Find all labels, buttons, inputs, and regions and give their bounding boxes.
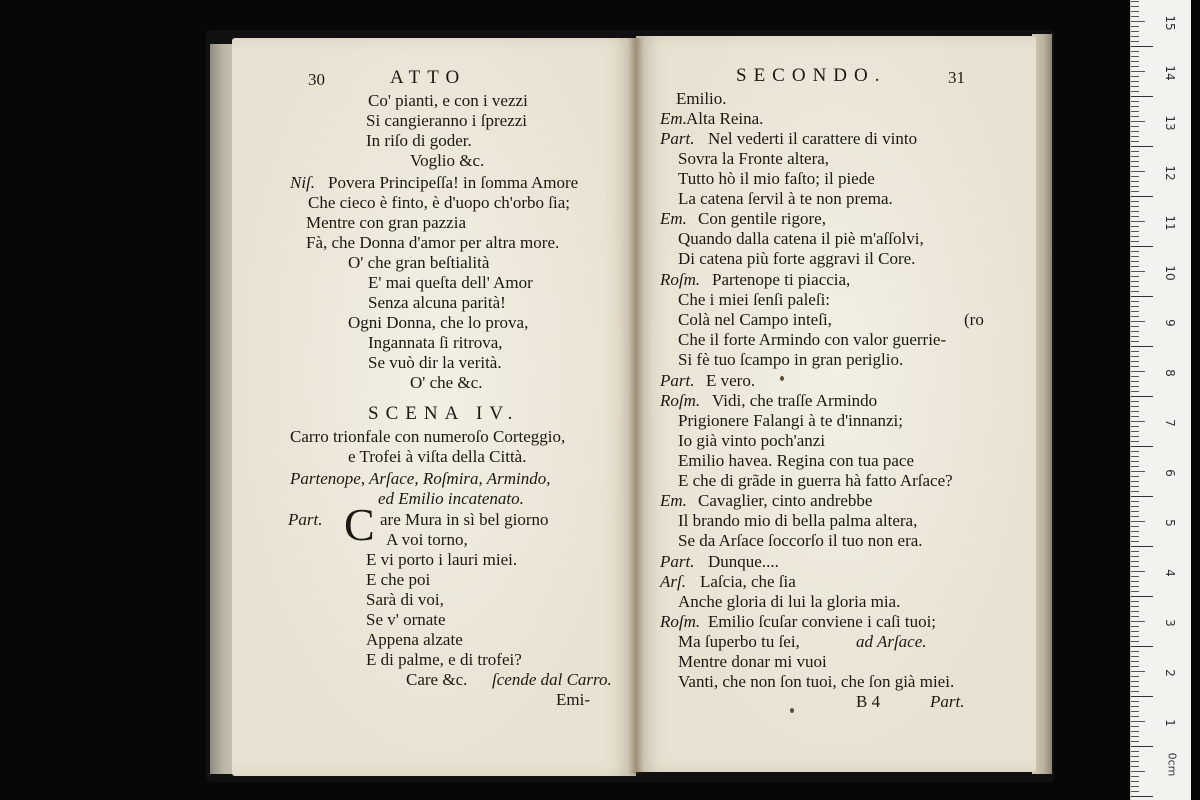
speaker-label: Arſ.	[660, 572, 686, 591]
speaker-label: Part.	[660, 552, 695, 571]
ruler-tick	[1131, 26, 1139, 27]
ruler-tick	[1131, 591, 1139, 592]
ruler-tick	[1131, 416, 1139, 417]
verse-line: Di catena più forte aggravi il Core.	[678, 249, 916, 268]
ruler-tick	[1131, 191, 1139, 192]
ruler-tick	[1131, 726, 1139, 727]
ruler-tick	[1131, 486, 1139, 487]
ruler-tick	[1131, 666, 1139, 667]
ruler-tick	[1131, 311, 1139, 312]
ruler-number: 13	[1163, 115, 1177, 131]
ruler-number: 10	[1163, 265, 1177, 281]
ruler-tick	[1131, 56, 1139, 57]
ruler-tick	[1131, 506, 1139, 507]
verse-line: Povera Principeſſa! in ſomma Amore	[328, 173, 579, 192]
signature-mark: B 4	[856, 692, 881, 711]
ruler-tick	[1131, 561, 1139, 562]
ruler-tick	[1131, 241, 1139, 242]
ruler-tick	[1131, 581, 1139, 582]
ruler-tick	[1131, 276, 1139, 277]
ruler-tick	[1131, 371, 1145, 372]
ruler-tick	[1131, 66, 1139, 67]
ruler-tick	[1131, 196, 1153, 197]
paper-spot	[790, 708, 794, 713]
speaker-label: Niſ.	[290, 173, 316, 192]
ruler-tick	[1131, 251, 1139, 252]
verse-line: Ingannata ſi ritrova,	[368, 333, 503, 352]
ruler-tick	[1131, 756, 1139, 757]
ruler-tick	[1131, 526, 1139, 527]
verse-line: In riſo di goder.	[366, 131, 472, 150]
ruler-number: 7	[1163, 419, 1177, 427]
ruler-tick	[1131, 86, 1139, 87]
ruler-tick	[1131, 636, 1139, 637]
ruler-tick	[1131, 616, 1139, 617]
character-list: Partenope, Arſace, Roſmira, Armindo,	[290, 469, 551, 488]
ruler-tick	[1131, 51, 1139, 52]
ruler-tick	[1131, 441, 1139, 442]
ruler-tick	[1131, 531, 1139, 532]
ruler-tick	[1131, 401, 1139, 402]
ruler-tick	[1131, 386, 1139, 387]
verse-line: Vanti, che non ſon tuoi, che ſon già miei.	[678, 672, 955, 691]
ruler-tick	[1131, 496, 1153, 497]
verse-line: Anche gloria di lui la gloria mia.	[678, 592, 901, 611]
drop-cap: C	[344, 499, 375, 550]
speaker-label: Roſm.	[660, 391, 701, 410]
verse-line: Con gentile rigore,	[698, 209, 826, 228]
ruler-tick	[1131, 696, 1153, 697]
verse-line: Che il forte Armindo con valor guerrie-	[678, 330, 947, 349]
book-gutter	[628, 38, 644, 774]
ruler-tick	[1131, 621, 1145, 622]
ruler-tick	[1131, 316, 1139, 317]
ruler-tick	[1131, 291, 1139, 292]
ruler-tick	[1131, 91, 1139, 92]
verse-line: Quando dalla catena il piè m'aſſolvi,	[678, 229, 924, 248]
ruler-tick	[1131, 31, 1139, 32]
ruler-number: 12	[1163, 165, 1177, 181]
verse-line: Partenope ti piaccia,	[712, 270, 851, 289]
ruler-tick	[1131, 256, 1139, 257]
verse-line: Il brando mio di bella palma altera,	[678, 511, 918, 530]
verse-line: Emilio.	[676, 89, 727, 108]
ruler-number: 11	[1163, 215, 1177, 231]
ruler-tick	[1131, 81, 1139, 82]
ruler-tick	[1131, 701, 1139, 702]
ruler-tick	[1131, 61, 1139, 62]
ruler-tick	[1131, 451, 1139, 452]
ruler-tick	[1131, 431, 1139, 432]
left-page-header: ATTO	[390, 67, 467, 88]
ruler-tick	[1131, 101, 1139, 102]
verse-line: Nel vederti il carattere di vinto	[708, 129, 918, 148]
speaker-label: Em.	[660, 209, 687, 228]
ruler-tick	[1131, 341, 1139, 342]
left-page-number: 30	[308, 70, 325, 89]
verse-line: Care &c.	[406, 670, 468, 689]
ruler-tick	[1131, 356, 1139, 357]
ruler-tick	[1131, 541, 1139, 542]
verse-line: Mentre donar mi vuoi	[678, 652, 827, 671]
ruler-tick	[1131, 381, 1139, 382]
ruler-tick	[1131, 611, 1139, 612]
ruler-number: 3	[1163, 619, 1177, 627]
ruler-tick	[1131, 366, 1139, 367]
ruler-tick	[1131, 551, 1139, 552]
ruler-tick	[1131, 716, 1139, 717]
ruler-tick	[1131, 631, 1139, 632]
verse-line: Vidi, che traſſe Armindo	[712, 391, 878, 410]
ruler-number: 15	[1163, 15, 1177, 31]
ruler-tick	[1131, 46, 1153, 47]
ruler-tick	[1131, 626, 1139, 627]
ruler-tick	[1131, 796, 1153, 797]
ruler-tick	[1131, 41, 1139, 42]
ruler-number: 9	[1163, 319, 1177, 327]
ruler-tick	[1131, 151, 1139, 152]
verse-line: Se da Arſace ſoccorſo il tuo non era.	[678, 531, 923, 550]
verse-line: O' che gran beſtialità	[348, 253, 490, 272]
ruler-tick	[1131, 266, 1139, 267]
ruler-tick	[1131, 731, 1139, 732]
ruler-tick	[1131, 476, 1139, 477]
ruler-tick	[1131, 21, 1145, 22]
verse-line: Prigionere Falangi à te d'innanzi;	[678, 411, 903, 430]
ruler-tick	[1131, 271, 1145, 272]
ruler-tick	[1131, 566, 1139, 567]
ruler-tick	[1131, 426, 1139, 427]
measurement-ruler	[1130, 0, 1191, 800]
verse-line: Laſcia, che ſia	[700, 572, 796, 591]
verse-line: Si fè tuo ſcampo in gran periglio.	[678, 350, 904, 369]
ruler-tick	[1131, 286, 1139, 287]
catchword: Part.	[930, 692, 965, 711]
ruler-tick	[1131, 661, 1139, 662]
ruler-tick	[1131, 361, 1139, 362]
ruler-tick	[1131, 781, 1139, 782]
ruler-tick	[1131, 226, 1139, 227]
verse-line: Se v' ornate	[366, 610, 446, 629]
ruler-tick	[1131, 646, 1153, 647]
verse-line: E' mai queſta dell' Amor	[368, 273, 533, 292]
verse-line: Appena alzate	[366, 630, 463, 649]
ruler-tick	[1131, 351, 1139, 352]
ruler-tick	[1131, 691, 1139, 692]
verse-line: Alta Reina.	[686, 109, 764, 128]
ruler-tick	[1131, 216, 1139, 217]
ruler-tick	[1131, 746, 1153, 747]
verse-line: E vi porto i lauri miei.	[366, 550, 518, 569]
ruler-tick	[1131, 776, 1139, 777]
ruler-tick	[1131, 656, 1139, 657]
ruler-number: 8	[1163, 369, 1177, 377]
ruler-tick	[1131, 391, 1139, 392]
ruler-tick	[1131, 136, 1139, 137]
verse-line: Si cangieranno i ſprezzi	[366, 111, 527, 130]
ruler-tick	[1131, 556, 1139, 557]
ruler-tick	[1131, 346, 1153, 347]
ruler-tick	[1131, 446, 1153, 447]
ruler-tick	[1131, 511, 1139, 512]
ruler-tick	[1131, 491, 1139, 492]
catchword: Emi-	[556, 690, 590, 709]
ruler-tick	[1131, 751, 1139, 752]
speaker-label: Roſm.	[660, 270, 701, 289]
ruler-tick	[1131, 326, 1139, 327]
ruler-tick	[1131, 706, 1139, 707]
paper-spot	[780, 376, 784, 381]
ruler-tick	[1131, 121, 1145, 122]
ruler-tick	[1131, 471, 1145, 472]
ruler-tick	[1131, 16, 1139, 17]
verse-line: A voi torno,	[386, 530, 468, 549]
ruler-tick	[1131, 126, 1139, 127]
verse-line: Se vuò dir la verità.	[368, 353, 502, 372]
verse-line: Sovra la Fronte altera,	[678, 149, 830, 168]
ruler-tick	[1131, 186, 1139, 187]
ruler-tick	[1131, 676, 1139, 677]
ruler-tick	[1131, 546, 1153, 547]
ruler-number: 5	[1163, 519, 1177, 527]
verse-line: Emilio ſcuſar conviene i caſi tuoi;	[708, 612, 937, 631]
ruler-tick	[1131, 741, 1139, 742]
ruler-tick	[1131, 501, 1139, 502]
ruler-tick	[1131, 651, 1139, 652]
ruler-tick	[1131, 331, 1139, 332]
verse-line: E che poi	[366, 570, 431, 589]
ruler-tick	[1131, 36, 1139, 37]
verse-line: E che di grãde in guerra hà fatto Arſace?	[678, 471, 953, 490]
character-list: ed Emilio incatenato.	[378, 489, 524, 508]
ruler-tick	[1131, 671, 1145, 672]
verse-line-runover: (ro	[964, 310, 984, 329]
ruler-tick	[1131, 301, 1139, 302]
ruler-tick	[1131, 96, 1153, 97]
scene-heading: SCENA IV.	[368, 403, 520, 424]
ruler-tick	[1131, 681, 1139, 682]
speaker-label: Part.	[660, 371, 695, 390]
ruler-tick	[1131, 131, 1139, 132]
ruler-number: 14	[1163, 65, 1177, 81]
speaker-label: Part.	[660, 129, 695, 148]
ruler-tick	[1131, 201, 1139, 202]
ruler-tick	[1131, 766, 1139, 767]
ruler-tick	[1131, 1, 1139, 2]
ruler-tick	[1131, 456, 1139, 457]
ruler-tick	[1131, 281, 1139, 282]
ruler-tick	[1131, 786, 1139, 787]
ruler-tick	[1131, 221, 1145, 222]
verse-line: Emilio havea. Regina con tua pace	[678, 451, 915, 470]
right-page-number: 31	[948, 68, 965, 87]
ruler-tick	[1131, 736, 1139, 737]
ruler-tick	[1131, 721, 1145, 722]
ruler-tick	[1131, 421, 1145, 422]
ruler-tick	[1131, 596, 1153, 597]
stage-direction: ad Arſace.	[856, 632, 927, 651]
ruler-number: 6	[1163, 469, 1177, 477]
verse-line: Fà, che Donna d'amor per altra more.	[306, 233, 560, 252]
ruler-tick	[1131, 536, 1139, 537]
verse-line: Io già vinto poch'anzi	[678, 431, 826, 450]
ruler-number: 1	[1163, 719, 1177, 727]
verse-line: Sarà di voi,	[366, 590, 444, 609]
ruler-tick	[1131, 176, 1139, 177]
ruler-number: 4	[1163, 569, 1177, 577]
ruler-tick	[1131, 231, 1139, 232]
ruler-tick	[1131, 436, 1139, 437]
verse-line: E di palme, e di trofei?	[366, 650, 522, 669]
verse-line: are Mura in sì bel giorno	[380, 510, 549, 529]
ruler-number: 2	[1163, 669, 1177, 677]
ruler-tick	[1131, 686, 1139, 687]
ruler-tick	[1131, 206, 1139, 207]
verse-line: Senza alcuna parità!	[368, 293, 506, 312]
verse-line: Ma ſuperbo tu ſei,	[678, 632, 800, 651]
ruler-tick	[1131, 141, 1139, 142]
ruler-unit: 0cm	[1165, 752, 1179, 777]
ruler-tick	[1131, 306, 1139, 307]
ruler-tick	[1131, 171, 1145, 172]
ruler-tick	[1131, 406, 1139, 407]
verse-line: Co' pianti, e con i vezzi	[368, 91, 528, 110]
speaker-label: Em.	[660, 491, 687, 510]
speaker-label: Roſm.	[660, 612, 701, 631]
ruler-tick	[1131, 76, 1139, 77]
ruler-tick	[1131, 296, 1153, 297]
ruler-tick	[1131, 376, 1139, 377]
ruler-tick	[1131, 791, 1139, 792]
stage-direction: ſcende dal Carro.	[492, 670, 612, 689]
ruler-tick	[1131, 461, 1139, 462]
ruler-tick	[1131, 396, 1153, 397]
ruler-tick	[1131, 321, 1145, 322]
ruler-tick	[1131, 116, 1139, 117]
verse-line: O' che &c.	[410, 373, 483, 392]
ruler-tick	[1131, 606, 1139, 607]
ruler-tick	[1131, 516, 1139, 517]
ruler-tick	[1131, 466, 1139, 467]
ruler-tick	[1131, 181, 1139, 182]
ruler-tick	[1131, 586, 1139, 587]
ruler-tick	[1131, 711, 1139, 712]
verse-line: Dunque....	[708, 552, 779, 571]
ruler-tick	[1131, 521, 1145, 522]
ruler-tick	[1131, 156, 1139, 157]
speaker-label: Part.	[288, 510, 323, 529]
verse-line: Voglio &c.	[410, 151, 485, 170]
ruler-tick	[1131, 571, 1145, 572]
ruler-tick	[1131, 761, 1139, 762]
ruler-tick	[1131, 411, 1139, 412]
verse-line: Che i miei ſenſi paleſi:	[678, 290, 831, 309]
ruler-tick	[1131, 246, 1153, 247]
verse-line: Colà nel Campo inteſi,	[678, 310, 832, 329]
ruler-tick	[1131, 336, 1139, 337]
ruler-tick	[1131, 161, 1139, 162]
ruler-tick	[1131, 481, 1139, 482]
ruler-tick	[1131, 576, 1139, 577]
stage-direction: e Trofei à viſta della Città.	[348, 447, 527, 466]
verse-line: Ogni Donna, che lo prova,	[348, 313, 529, 332]
ruler-tick	[1131, 261, 1139, 262]
speaker-label: Em.	[660, 109, 687, 128]
ruler-tick	[1131, 166, 1139, 167]
ruler-tick	[1131, 601, 1139, 602]
ruler-tick	[1131, 6, 1139, 7]
ruler-tick	[1131, 641, 1139, 642]
ruler-tick	[1131, 211, 1139, 212]
ruler-tick	[1131, 146, 1153, 147]
verse-line: Che cieco è finto, è d'uopo ch'orbo ſia;	[308, 193, 570, 212]
right-page-header: SECONDO.	[736, 65, 887, 86]
ruler-tick	[1131, 71, 1145, 72]
verse-line: E vero.	[706, 371, 756, 390]
ruler-tick	[1131, 771, 1145, 772]
ruler-tick	[1131, 236, 1139, 237]
verse-line: Mentre con gran pazzia	[306, 213, 466, 232]
verse-line: Cavaglier, cinto andrebbe	[698, 491, 873, 510]
verse-line: La catena ſervil à te non prema.	[678, 189, 893, 208]
ruler-tick	[1131, 106, 1139, 107]
ruler-tick	[1131, 111, 1139, 112]
ruler-tick	[1131, 11, 1139, 12]
verse-line: Tutto hò il mio faſto; il piede	[678, 169, 875, 188]
stage-direction: Carro trionfale con numeroſo Corteggio,	[290, 427, 566, 446]
